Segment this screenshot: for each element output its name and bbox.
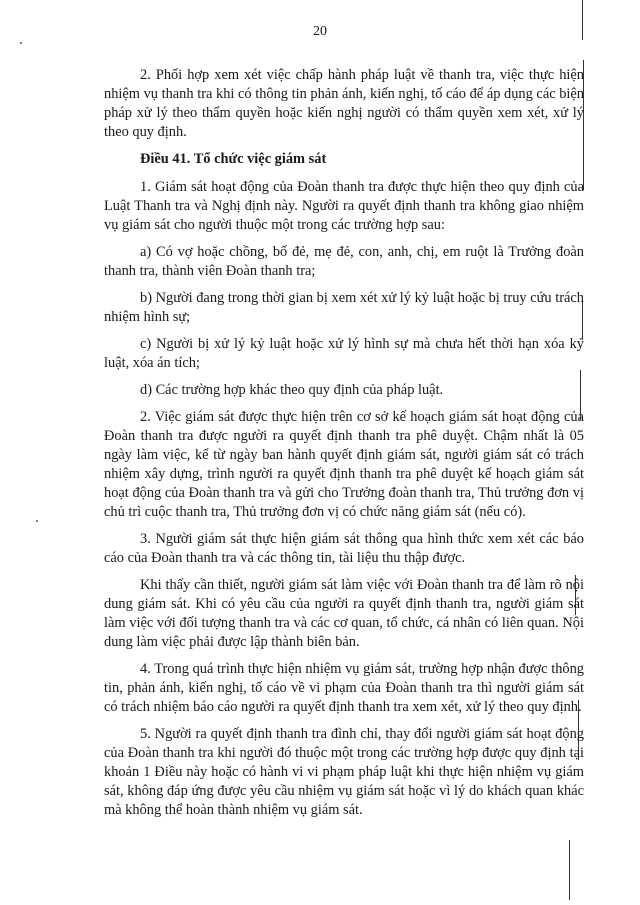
paragraph-clause-1b: b) Người đang trong thời gian bị xem xét xử lý kỷ luật hoặc bị truy cứu trách nhiệm hình sự; [104,290,584,325]
article-heading: Điều 41. Tổ chức việc giám sát [140,151,327,167]
scan-speck [36,520,38,522]
paragraph-clause-2: 2. Việc giám sát được thực hiện trên cơ sở kế hoạch giám sát hoạt động của Đoàn thanh tra được người ra quyết định thanh tra phê duyệt. Chậm nhất là 05 ngày làm việc, kể từ ngày ban hành quyết định giám sát, người giám sát có trách nhiệm xây dựng, trình người ra quyết định thanh tra phê duyệt kế hoạch giám sát hoạt động của Đoàn thanh tra và gửi cho Trưởng đoàn thanh tra, Thủ trưởng đơn vị chủ trì cuộc thanh tra, Thủ trưởng đơn vị có chức năng giám sát (nếu có). [104,409,584,520]
scan-speck [20,42,22,44]
paragraph-clause-1d: d) Các trường hợp khác theo quy định của pháp luật. [140,382,444,398]
paragraph-clause-1a: a) Có vợ hoặc chồng, bố đẻ, mẹ đẻ, con, anh, chị, em ruột là Trưởng đoàn thanh tra, thành viên Đoàn thanh tra; [104,244,584,279]
paragraph-item-2: 2. Phối hợp xem xét việc chấp hành pháp luật về thanh tra, việc thực hiện nhiệm vụ thanh tra khi có thông tin phản ánh, kiến nghị, tố cáo để áp dụng các biện pháp xử lý theo thẩm quyền hoặc kiến nghị người có thẩm quyền xem xét, xử lý theo quy định. [104,67,584,140]
paragraph-clause-3: 3. Người giám sát thực hiện giám sát thông qua hình thức xem xét các báo cáo của Đoàn thanh tra và các thông tin, tài liệu thu thập được. [104,531,584,566]
document-body [104,66,584,828]
paragraph-clause-4: 4. Trong quá trình thực hiện nhiệm vụ giám sát, trường hợp nhận được thông tin, phản ánh, kiến nghị, tố cáo về vi phạm của Đoàn thanh tra thì người giám sát có trách nhiệm báo cáo người ra quyết định thanh tra xem xét, xử lý theo quy định. [104,661,584,715]
paragraph-clause-3-continued: Khi thấy cần thiết, người giám sát làm việc với Đoàn thanh tra để làm rõ nội dung giám sát. Khi có yêu cầu của người ra quyết định thanh tra, người giám sát làm việc với đối tượng thanh tra và các cơ quan, tổ chức, cá nhân có liên quan. Nội dung làm việc phải được lập thành biên bản. [104,577,584,650]
paragraph-clause-1c: c) Người bị xử lý kỷ luật hoặc xử lý hình sự mà chưa hết thời hạn xóa kỷ luật, xóa án tích; [104,336,584,371]
page-number: 20 [313,24,327,39]
paragraph-clause-5: 5. Người ra quyết định thanh tra đình chỉ, thay đổi người giám sát hoạt động của Đoàn thanh tra khi người đó thuộc một trong các trường hợp được quy định tại khoản 1 Điều này hoặc có hành vi vi phạm pháp luật khi thực hiện nhiệm vụ giám sát, không đáp ứng được yêu cầu nhiệm vụ giám sát hoặc vì lý do khách quan khác mà không thể hoàn thành nhiệm vụ giám sát. [104,726,584,818]
paragraph-clause-1: 1. Giám sát hoạt động của Đoàn thanh tra được thực hiện theo quy định của Luật Thanh tra và Nghị định này. Người ra quyết định thanh tra không giao nhiệm vụ giám sát cho người thuộc một trong các trường hợp sau: [104,179,584,233]
scan-artifact-line [582,0,583,40]
scan-artifact-line [569,840,570,900]
